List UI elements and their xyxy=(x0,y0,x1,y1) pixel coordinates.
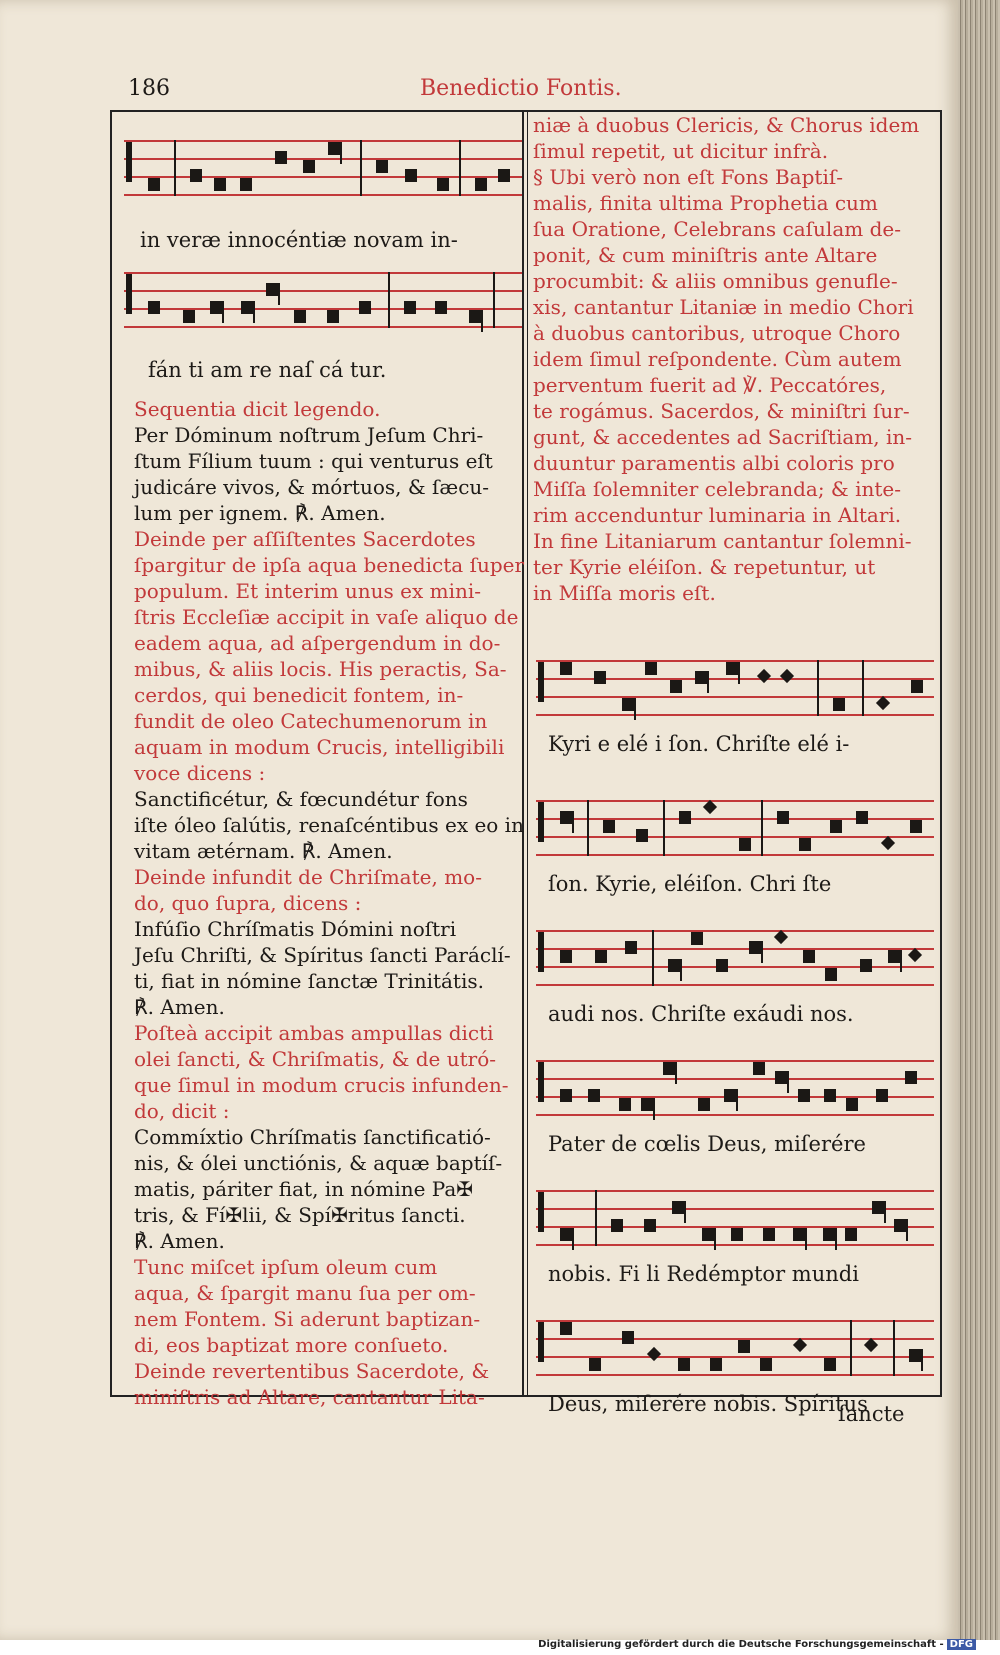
right-text-line-17: In fine Litaniarum cantantur ſolemni- xyxy=(533,529,912,553)
square-note-icon xyxy=(739,838,751,851)
square-note-icon xyxy=(846,1098,858,1111)
square-note-icon xyxy=(404,301,416,314)
music-staff-right-6 xyxy=(536,1320,934,1380)
c-clef-icon xyxy=(538,1322,544,1362)
right-text-line-6: ponit, & cum miniſtris ante Altare xyxy=(533,243,878,267)
bar-line xyxy=(493,272,495,328)
staff-line xyxy=(536,966,934,968)
square-note-icon xyxy=(670,680,682,693)
c-clef-icon xyxy=(126,142,132,182)
right-text-line-4: malis, finita ultima Prophetia cum xyxy=(533,191,878,215)
square-note-icon xyxy=(678,1358,690,1371)
diamond-note-icon xyxy=(774,930,788,944)
staff-lyrics-right-2: ſon. Kyrie, eléiſon. Chri ſte xyxy=(548,872,832,896)
square-note-icon xyxy=(731,1228,743,1241)
right-text-line-13: gunt, & accedentes ad Sacriſtiam, in- xyxy=(533,425,912,449)
bar-line xyxy=(388,272,390,328)
square-note-icon xyxy=(698,1098,710,1111)
right-text-line-9: à duobus cantoribus, utroque Choro xyxy=(533,321,901,345)
diamond-note-icon xyxy=(793,1338,807,1352)
bar-line xyxy=(862,660,864,716)
square-note-icon xyxy=(148,301,160,314)
c-clef-icon xyxy=(538,662,544,702)
square-note-icon xyxy=(625,941,637,954)
left-text-line-31: matis, páriter fiat, in nómine Pa✠ xyxy=(134,1177,474,1201)
square-note-icon xyxy=(824,1089,836,1102)
square-note-icon xyxy=(560,662,572,675)
music-staff-right-4 xyxy=(536,1060,934,1120)
left-text-line-23: ti, fiat in nómine ſanctæ Trinitátis. xyxy=(134,969,484,993)
square-note-icon xyxy=(860,959,872,972)
left-text-line-30: nis, & ólei unctiónis, & aquæ baptíſ- xyxy=(134,1151,503,1175)
square-note-icon xyxy=(437,178,449,191)
square-note-icon xyxy=(359,301,371,314)
right-text-line-19: in Miſſa moris eſt. xyxy=(533,581,716,605)
column-divider-right xyxy=(527,110,528,1397)
square-note-icon xyxy=(611,1219,623,1232)
music-staff-right-5 xyxy=(536,1190,934,1250)
right-text-line-12: te rogámus. Sacerdos, & miniſtri ſur- xyxy=(533,399,910,423)
c-clef-icon xyxy=(538,932,544,972)
page-edge xyxy=(958,0,1000,1640)
staff-lyrics-right-3: audi nos. Chriſte exáudi nos. xyxy=(548,1002,854,1026)
square-note-icon xyxy=(668,959,680,972)
staff-line xyxy=(536,696,934,698)
staff-line xyxy=(124,326,522,328)
right-text-line-18: ter Kyrie eléiſon. & repetuntur, ut xyxy=(533,555,876,579)
staff-line xyxy=(536,1060,934,1062)
bar-line xyxy=(663,800,665,856)
square-note-icon xyxy=(376,160,388,173)
square-note-icon xyxy=(435,301,447,314)
square-note-icon xyxy=(856,811,868,824)
square-note-icon xyxy=(475,178,487,191)
column-divider-left xyxy=(522,110,524,1397)
staff-line xyxy=(124,194,522,196)
staff-line xyxy=(536,1320,934,1322)
bar-line xyxy=(817,660,819,716)
square-note-icon xyxy=(672,1201,684,1214)
bar-line xyxy=(595,1190,597,1246)
square-note-icon xyxy=(595,950,607,963)
left-rule xyxy=(110,110,112,1397)
music-staff-left-2 xyxy=(124,272,522,342)
left-text-line-38: Deinde revertentibus Sacerdote, & xyxy=(134,1359,490,1383)
left-text-line-1: Sequentia dicit legendo. xyxy=(134,397,381,421)
staff-line xyxy=(124,158,522,160)
square-note-icon xyxy=(894,1219,906,1232)
left-text-line-9: ſtris Eccleſiæ accipit in vaſe aliquo de xyxy=(134,605,519,629)
staff-line xyxy=(536,800,934,802)
right-text-line-10: idem ſimul reſpondente. Cùm autem xyxy=(533,347,902,371)
page-number: 186 xyxy=(128,76,170,101)
staff-line xyxy=(536,714,934,716)
left-text-line-8: populum. Et interim unus ex mini- xyxy=(134,579,482,603)
right-text-line-1: niæ à duobus Clericis, & Chorus idem xyxy=(533,113,920,137)
left-text-line-24: ℟. Amen. xyxy=(134,995,225,1019)
square-note-icon xyxy=(560,811,572,824)
square-note-icon xyxy=(702,1228,714,1241)
left-text-line-39: miniſtris ad Altare, cantantur Lita- xyxy=(134,1385,485,1409)
right-text-line-16: rim accenduntur luminaria in Altari. xyxy=(533,503,902,527)
diamond-note-icon xyxy=(703,800,717,814)
right-text-line-5: ſua Oratione, Celebrans caſulam de- xyxy=(533,217,901,241)
right-text-line-11: perventum fuerit ad ℣. Peccatóres, xyxy=(533,373,887,397)
staff-line xyxy=(536,1338,934,1340)
right-text-line-14: duuntur paramentis albi coloris pro xyxy=(533,451,895,475)
left-text-line-17: iſte óleo ſalútis, renaſcéntibus ex eo in xyxy=(134,813,524,837)
square-note-icon xyxy=(619,1098,631,1111)
square-note-icon xyxy=(833,698,845,711)
right-text-line-2: ſimul repetit, ut dicitur infrà. xyxy=(533,139,829,163)
square-note-icon xyxy=(641,1098,653,1111)
left-text-line-10: eadem aqua, ad aſpergendum in do- xyxy=(134,631,501,655)
diamond-note-icon xyxy=(757,669,771,683)
square-note-icon xyxy=(823,1228,835,1241)
left-text-line-15: voce dicens : xyxy=(134,761,266,785)
bar-line xyxy=(893,1320,895,1376)
left-text-line-26: olei ſancti, & Chriſmatis, & de utró- xyxy=(134,1047,497,1071)
staff-line xyxy=(124,140,522,142)
square-note-icon xyxy=(469,310,481,323)
square-note-icon xyxy=(910,820,922,833)
square-note-icon xyxy=(724,1089,736,1102)
left-text-line-28: do, dicit : xyxy=(134,1099,230,1123)
bar-line xyxy=(761,800,763,856)
square-note-icon xyxy=(266,283,278,296)
bar-line xyxy=(360,140,362,196)
staff-line xyxy=(536,1114,934,1116)
left-text-line-13: fundit de oleo Catechumenorum in xyxy=(134,709,488,733)
dfg-logo: DFG xyxy=(947,1639,976,1650)
square-note-icon xyxy=(845,1228,857,1241)
right-text-line-7: procumbit: & aliis omnibus genufle- xyxy=(533,269,898,293)
square-note-icon xyxy=(275,151,287,164)
staff-line xyxy=(536,818,934,820)
square-note-icon xyxy=(327,310,339,323)
square-note-icon xyxy=(241,301,253,314)
square-note-icon xyxy=(622,1331,634,1344)
music-staff-left-1 xyxy=(124,140,522,210)
square-note-icon xyxy=(691,932,703,945)
square-note-icon xyxy=(294,310,306,323)
left-text-line-7: ſpargitur de ipſa aqua benedicta ſuper xyxy=(134,553,525,577)
left-text-line-16: Sanctificétur, & fœcundétur fons xyxy=(134,787,468,811)
square-note-icon xyxy=(560,1322,572,1335)
c-clef-icon xyxy=(538,1192,544,1232)
staff-lyrics-right-4: Pater de cœlis Deus, miſerére xyxy=(548,1132,866,1156)
left-text-line-5: lum per ignem. ℟. Amen. xyxy=(134,501,386,525)
square-note-icon xyxy=(905,1071,917,1084)
left-text-line-6: Deinde per aſſiſtentes Sacerdotes xyxy=(134,527,476,551)
credit-text: Digitalisierung gefördert durch die Deutsche Forschungsgemeinschaft - xyxy=(538,1639,944,1650)
square-note-icon xyxy=(214,178,226,191)
right-rule xyxy=(940,110,942,1397)
diamond-note-icon xyxy=(876,696,890,710)
square-note-icon xyxy=(799,838,811,851)
square-note-icon xyxy=(240,178,252,191)
staff-lyrics-right-5: nobis. Fi li Redémptor mundi xyxy=(548,1262,859,1286)
staff-line xyxy=(536,930,934,932)
square-note-icon xyxy=(148,178,160,191)
square-note-icon xyxy=(328,142,340,155)
left-text-line-34: Tunc miſcet ipſum oleum cum xyxy=(134,1255,438,1279)
staff-line xyxy=(536,984,934,986)
square-note-icon xyxy=(622,698,634,711)
bar-line xyxy=(459,140,461,196)
square-note-icon xyxy=(872,1201,884,1214)
bar-line xyxy=(587,800,589,856)
staff-line xyxy=(536,854,934,856)
square-note-icon xyxy=(636,829,648,842)
square-note-icon xyxy=(803,950,815,963)
left-text-line-19: Deinde infundit de Chriſmate, mo- xyxy=(134,865,482,889)
diamond-note-icon xyxy=(864,1338,878,1352)
right-text-line-8: xis, cantantur Litaniæ in medio Chori xyxy=(533,295,914,319)
left-text-line-12: cerdos, qui benedicit fontem, in- xyxy=(134,683,464,707)
staff-line xyxy=(124,272,522,274)
square-note-icon xyxy=(644,1219,656,1232)
square-note-icon xyxy=(594,671,606,684)
left-text-line-11: mibus, & aliis locis. His peractis, Sa- xyxy=(134,657,507,681)
square-note-icon xyxy=(663,1062,675,1075)
c-clef-icon xyxy=(538,1062,544,1102)
right-text-line-15: Miſſa ſolemniter celebranda; & inte- xyxy=(533,477,901,501)
square-note-icon xyxy=(876,1089,888,1102)
square-note-icon xyxy=(749,941,761,954)
square-note-icon xyxy=(753,1062,765,1075)
c-clef-icon xyxy=(126,274,132,314)
c-clef-icon xyxy=(538,802,544,842)
staff-lyrics-right-6: Deus, miſerére nobis. Spíritus xyxy=(548,1392,868,1416)
staff-line xyxy=(536,1374,934,1376)
square-note-icon xyxy=(588,1089,600,1102)
diamond-note-icon xyxy=(647,1347,661,1361)
square-note-icon xyxy=(560,1089,572,1102)
square-note-icon xyxy=(183,310,195,323)
left-text-line-33: ℟. Amen. xyxy=(134,1229,225,1253)
square-note-icon xyxy=(738,1340,750,1353)
left-text-line-37: di, eos baptizat more conſueto. xyxy=(134,1333,449,1357)
diamond-note-icon xyxy=(780,669,794,683)
staff-lyrics-left-2: fán ti am re naſ cá tur. xyxy=(148,358,387,382)
staff-line xyxy=(124,290,522,292)
left-text-line-27: que ſimul in modum crucis infunden- xyxy=(134,1073,509,1097)
square-note-icon xyxy=(824,1358,836,1371)
left-text-line-21: Infúſio Chríſmatis Dómini noſtri xyxy=(134,917,457,941)
staff-line xyxy=(124,176,522,178)
staff-line xyxy=(536,1078,934,1080)
right-text-line-3: § Ubi verò non eſt Fons Baptiſ- xyxy=(533,165,843,189)
square-note-icon xyxy=(560,950,572,963)
square-note-icon xyxy=(726,662,738,675)
square-note-icon xyxy=(888,950,900,963)
digitization-credit xyxy=(538,1639,976,1650)
bar-line xyxy=(850,1320,852,1376)
square-note-icon xyxy=(603,820,615,833)
square-note-icon xyxy=(695,671,707,684)
square-note-icon xyxy=(645,662,657,675)
square-note-icon xyxy=(710,1358,722,1371)
square-note-icon xyxy=(775,1071,787,1084)
square-note-icon xyxy=(798,1089,810,1102)
square-note-icon xyxy=(830,820,842,833)
left-text-line-18: vitam ætérnam. ℟. Amen. xyxy=(134,839,393,863)
staff-lyrics-left-1: in veræ innocéntiæ novam in- xyxy=(140,228,458,252)
square-note-icon xyxy=(589,1358,601,1371)
square-note-icon xyxy=(679,811,691,824)
music-staff-right-3 xyxy=(536,930,934,990)
music-staff-right-1 xyxy=(536,660,934,720)
square-note-icon xyxy=(190,169,202,182)
left-text-line-4: judicáre vivos, & mórtuos, & ſæcu- xyxy=(134,475,490,499)
square-note-icon xyxy=(825,968,837,981)
square-note-icon xyxy=(716,959,728,972)
left-text-line-22: Jeſu Chriſti, & Spíritus ſancti Paráclí- xyxy=(134,943,511,967)
square-note-icon xyxy=(303,160,315,173)
left-text-line-20: do, quo ſupra, dicens : xyxy=(134,891,362,915)
square-note-icon xyxy=(498,169,510,182)
left-text-line-29: Commíxtio Chríſmatis ſanctificatió- xyxy=(134,1125,491,1149)
square-note-icon xyxy=(793,1228,805,1241)
left-text-line-3: ſtum Fílium tuum : qui venturus eſt xyxy=(134,449,493,473)
diamond-note-icon xyxy=(881,836,895,850)
catchword: ſancte xyxy=(838,1402,905,1426)
staff-lyrics-right-1: Kyri e elé i ſon. Chriſte elé i- xyxy=(548,732,850,756)
left-text-line-25: Poſteà accipit ambas ampullas dicti xyxy=(134,1021,494,1045)
staff-line xyxy=(536,836,934,838)
running-title: Benedictio Fontis. xyxy=(420,76,622,101)
diamond-note-icon xyxy=(908,948,922,962)
bar-line xyxy=(652,930,654,986)
music-staff-right-2 xyxy=(536,800,934,860)
left-text-line-36: nem Fontem. Si aderunt baptizan- xyxy=(134,1307,481,1331)
left-text-line-2: Per Dóminum noſtrum Jeſum Chri- xyxy=(134,423,484,447)
square-note-icon xyxy=(405,169,417,182)
bar-line xyxy=(174,140,176,196)
square-note-icon xyxy=(909,1349,921,1362)
left-text-line-14: aquam in modum Crucis, intelligibili xyxy=(134,735,505,759)
square-note-icon xyxy=(911,680,923,693)
left-text-line-35: aqua, & ſpargit manu ſua per om- xyxy=(134,1281,476,1305)
left-text-line-32: tris, & Fí✠lii, & Spí✠ritus ſancti. xyxy=(134,1203,466,1227)
square-note-icon xyxy=(210,301,222,314)
square-note-icon xyxy=(560,1228,572,1241)
square-note-icon xyxy=(777,811,789,824)
square-note-icon xyxy=(763,1228,775,1241)
square-note-icon xyxy=(760,1358,772,1371)
